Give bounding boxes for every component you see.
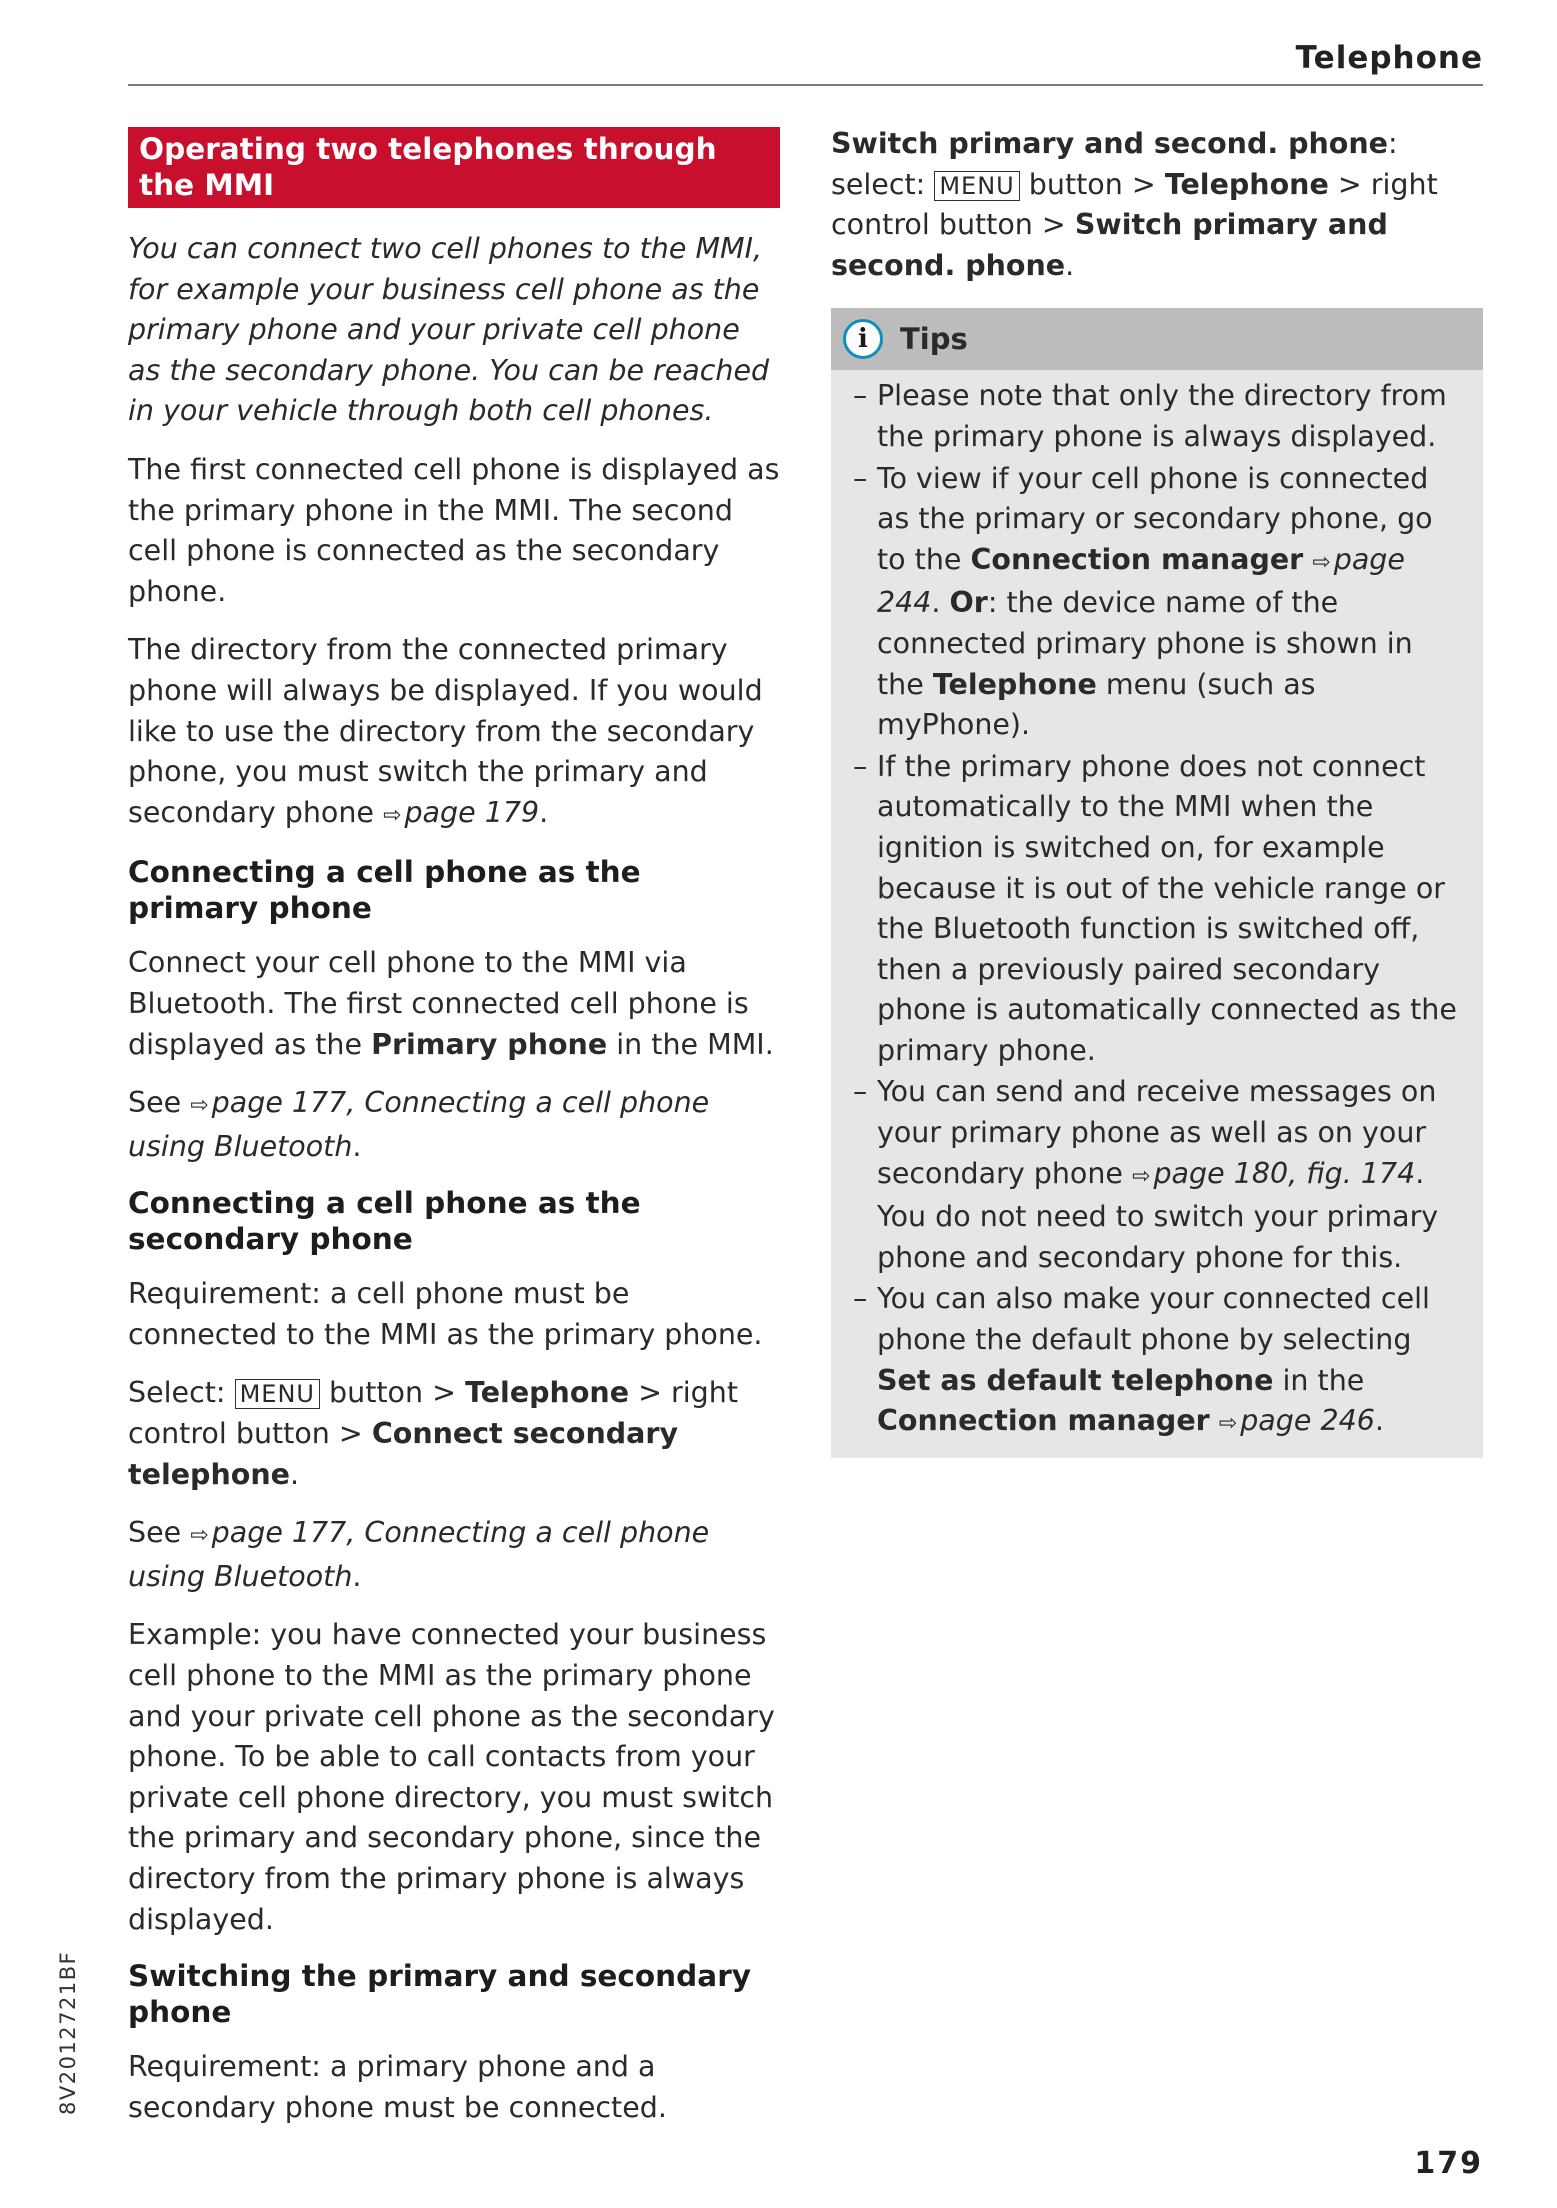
section-heading-secondary: Connecting a cell phone as the secondary phone bbox=[128, 1186, 641, 1257]
arrow-ref-icon: ⇨ bbox=[190, 1523, 209, 1549]
requirement-secondary: Requirement: a cell phone must be connected to the MMI as the primary phone. bbox=[128, 1277, 763, 1351]
menu-key: MENU bbox=[235, 1379, 320, 1409]
list-item: – To view if your cell phone is connected as the primary or secondary phone, go to the Connection manager ⇨ page 244. Or: the device name of the connected primary phone is shown in the Telephone menu (such as myPhone). bbox=[877, 459, 1467, 746]
page-ref-link[interactable]: page 244 bbox=[877, 542, 1405, 620]
paragraph-directory: The directory from the connected primary phone will always be displayed. If you would like to use the directory from the secondary phone, you must switch the primary and secondary phone ⇨ page 179. bbox=[128, 633, 763, 829]
list-item: – You can send and receive messages on your primary phone as well as on your secondary phone ⇨ page 180, fig. 174. You do not need to switch your primary phone and secondary phone for this. bbox=[877, 1072, 1467, 1278]
chapter-heading: Operating two telephones through the MMI bbox=[128, 127, 780, 208]
tips-header bbox=[831, 308, 1483, 370]
section-heading-primary: Connecting a cell phone as the primary phone bbox=[128, 855, 641, 926]
right-column bbox=[831, 124, 1483, 1458]
header-divider bbox=[128, 84, 1483, 86]
section-heading-switching: Switching the primary and secondary phone bbox=[128, 1959, 751, 2030]
page-ref-link[interactable]: page 246 bbox=[1240, 1404, 1375, 1438]
page-ref-link[interactable]: page 179 bbox=[404, 795, 540, 829]
switch-instruction: Switch primary and second. phone: select: MENU button > Telephone > right control button > Switch primary and second. phone. bbox=[831, 127, 1438, 282]
intro-paragraph: You can connect two cell phones to the MMI, for example your business cell phone as the primary phone and your private cell phone as the secondary phone. You can be reached in your vehicle through both cell phones. bbox=[128, 232, 770, 428]
list-item: – You can also make your connected cell phone the default phone by selecting Set as default telephone in the Connection manager ⇨ page 246. bbox=[877, 1279, 1467, 1444]
left-column bbox=[128, 127, 780, 2146]
arrow-ref-icon: ⇨ bbox=[1218, 1411, 1238, 1437]
paragraph-first-connected: The first connected cell phone is displayed as the primary phone in the MMI. The second cell phone is connected as the secondary phone. bbox=[128, 452, 780, 608]
select-instruction: Select: MENU button > Telephone > right control button > Connect secondary telephone. bbox=[128, 1376, 739, 1491]
arrow-ref-icon: ⇨ bbox=[190, 1093, 209, 1119]
info-icon: i bbox=[843, 319, 883, 359]
section-title: Telephone bbox=[1295, 40, 1483, 76]
tips-title: Tips bbox=[900, 322, 968, 357]
arrow-ref-icon: ⇨ bbox=[1132, 1163, 1151, 1189]
tips-box bbox=[831, 308, 1483, 1457]
example-paragraph: Example: you have connected your business cell phone to the MMI as the primary phone and your private cell phone as the secondary phone. To be able to call contacts from your private cell phone directory, you must switch the primary and secondary phone, since the directory from the primary phone is always displayed. bbox=[128, 1618, 775, 1936]
arrow-ref-icon: ⇨ bbox=[383, 802, 402, 828]
arrow-ref-icon: ⇨ bbox=[1312, 549, 1331, 575]
tips-list bbox=[831, 370, 1483, 1451]
page-number: 179 bbox=[1414, 2146, 1483, 2181]
see-reference: See ⇨ page 177, Connecting a cell phone using Bluetooth. bbox=[128, 1516, 710, 1593]
document-code: 8V2012721BF bbox=[56, 1950, 80, 2115]
paragraph-connect-primary: Connect your cell phone to the MMI via Bluetooth. The first connected cell phone is displayed as the Primary phone in the MMI. bbox=[128, 946, 774, 1061]
list-item: – Please note that only the directory from the primary phone is always displayed. bbox=[877, 376, 1467, 457]
requirement-switching: Requirement: a primary phone and a secondary phone must be connected. bbox=[128, 2050, 667, 2124]
menu-key: MENU bbox=[934, 171, 1019, 201]
page-ref-link[interactable]: page 180, fig. 174 bbox=[1153, 1156, 1416, 1190]
list-item: – If the primary phone does not connect automatically to the MMI when the ignition is switched on, for example because it is out of the vehicle range or the Bluetooth function is switched off, then a previously paired secondary phone is automatically connected as the primary phone. bbox=[877, 747, 1467, 1072]
see-reference: See ⇨ page 177, Connecting a cell phone using Bluetooth. bbox=[128, 1086, 710, 1163]
page-ref-link[interactable]: page 177, Connecting a cell phone using Bluetooth bbox=[128, 1516, 710, 1593]
page-ref-link[interactable]: page 177, Connecting a cell phone using Bluetooth bbox=[128, 1086, 710, 1163]
